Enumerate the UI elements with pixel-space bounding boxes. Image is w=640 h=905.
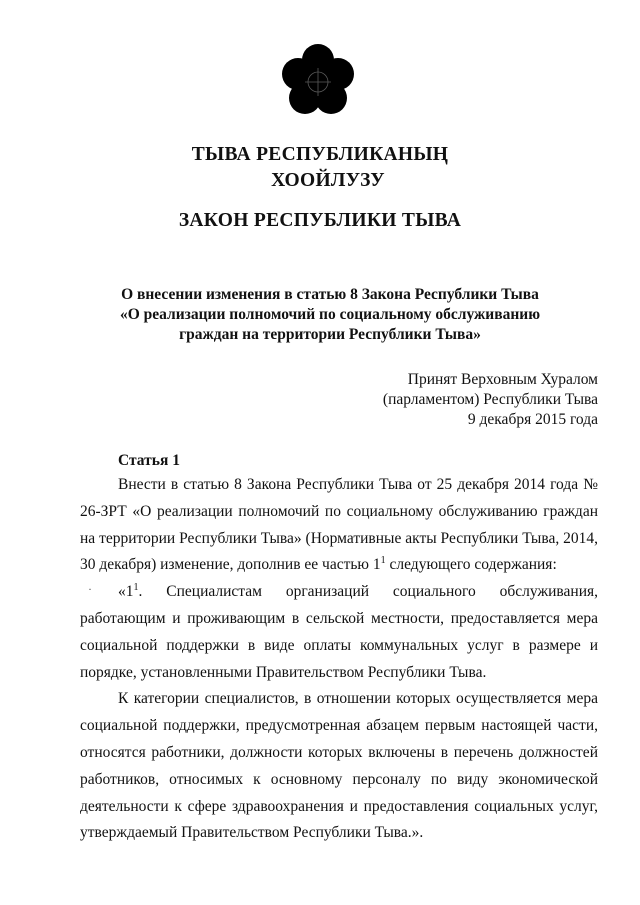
adoption-line-2: (парламентом) Республики Тыва (382, 391, 598, 408)
subject-line-3: граждан на территории Республики Тыва» (179, 326, 481, 343)
paragraph-1-ending: следующего содержания: (385, 556, 557, 574)
paragraph-1-superscript: 1 (380, 555, 386, 567)
law-word-tyvan: ХООЙЛУЗУ (271, 170, 385, 191)
paragraph-2-open: «1 (118, 583, 134, 601)
paragraph-1 (80, 472, 598, 579)
paragraph-2-text: . Специалистам организаций социального обслуживания, работающим и проживающим в сельской местности, предоставляется мера социальной поддержки в виде оплаты коммунальных услуг в размере и порядке, установленными Правительством Республики Тыва. (80, 583, 598, 681)
article-body (80, 472, 598, 847)
article-heading: Статья 1 (118, 452, 180, 469)
paragraph-2-superscript: 1 (133, 582, 139, 594)
adoption-date: 9 декабря 2015 года (467, 411, 598, 428)
republic-name-tyvan: ТЫВА РЕСПУБЛИКАНЫҢ (191, 144, 449, 165)
paragraph-2 (80, 579, 598, 686)
subject-line-2: «О реализации полномочий по социальному обслуживанию (119, 306, 541, 323)
law-title: ЗАКОН РЕСПУБЛИКИ ТЫВА (178, 210, 462, 231)
adoption-line-1: Принят Верховным Хуралом (407, 371, 598, 388)
tuva-emblem-icon (275, 40, 361, 126)
paragraph-1-text: Внести в статью 8 Закона Республики Тыва от 25 декабря 2014 года № 26-ЗРТ «О реализации полномочий по социальному обслуживанию граждан на территории Республики Тыва» (Нормативные акты Республики Тыва, 2014, 30 декабря) изменение, дополнив ее частью 1 (80, 476, 598, 574)
paragraph-3: К категории специалистов, в отношении которых осуществляется мера социальной поддержки, предусмотренная абзацем первым настоящей части, относятся работники, должности которых включены в перечень должностей работников, относимых к основному персоналу по виду экономической деятельности к сфере здравоохранения и предоставления социальных услуг, утверждаемый Правительством Республики Тыва.». (80, 690, 598, 842)
law-subject (100, 285, 560, 345)
subject-line-1: О внесении изменения в статью 8 Закона Республики Тыва (121, 286, 539, 303)
adoption-note (383, 370, 598, 430)
margin-mark: · (88, 582, 92, 596)
